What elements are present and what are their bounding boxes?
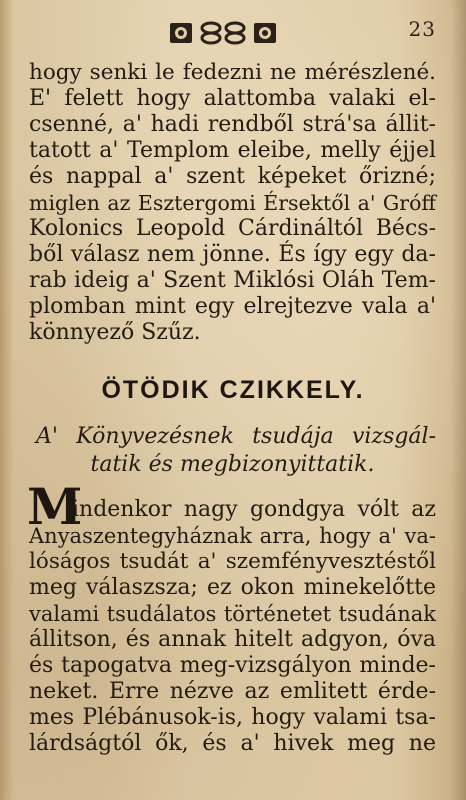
section-heading: ÖTÖDIK CZIKKELY. [101,376,365,404]
text-line: ből válasz nem jönne. És így egy da- [29,242,436,267]
text-line: meg válaszsza; ez okon minekelőtte [29,575,436,600]
section-subtitle-line: tatik és megbizonyittatik. [90,452,375,477]
text-line: miglen az Esztergomi Érsektől a' Gróff [29,191,436,215]
page-number: 23 [408,17,436,41]
text-line: rab ideig a' Szent Miklósi Oláh Tem- [29,268,436,293]
text-line: hogy senki le fedezni ne mérészlené. [29,60,436,85]
text-line: indenkor nagy gondgya vólt az [72,497,436,522]
text-line: E' felett hogy alattomba valaki el- [29,86,436,111]
text-line: könnyező Szűz. [29,320,201,345]
text-line: valami tsudálatos történetet tsudának [29,602,436,626]
text-line: és tapogatva meg-vizsgályon minde- [29,653,436,678]
text-line: állitson, és annak hitelt adgyon, óva [29,627,436,652]
text-line: Anyaszentegyháznak arra, hogy a' va- [29,524,436,548]
text-line: lárdságtól ők, és a' hivek meg ne [29,731,436,756]
text-line: lóságos tsudát a' szemfényvesztéstől [29,549,436,574]
text-line: csenné, a' hadi rendből strá'sa állit- [29,112,436,137]
text-line: tatott a' Templom eleibe, melly éjjel [29,138,436,163]
text-line: és nappal a' szent képeket őrizné; [29,164,436,189]
decorative-ornament-icon [168,20,278,46]
text-line: neket. Erre nézve az emlitett érde- [29,679,436,704]
text-line: Kolonics Leopold Cárdináltól Bécs- [29,216,436,241]
section-subtitle-line: A' Könyvezésnek tsudája vizsgál- [36,424,436,449]
text-line: plomban mint egy elrejtezve vala a' [29,294,436,319]
drop-cap: M [27,477,83,536]
text-line: mes Plébánusok-is, hogy valami tsa- [29,705,436,730]
